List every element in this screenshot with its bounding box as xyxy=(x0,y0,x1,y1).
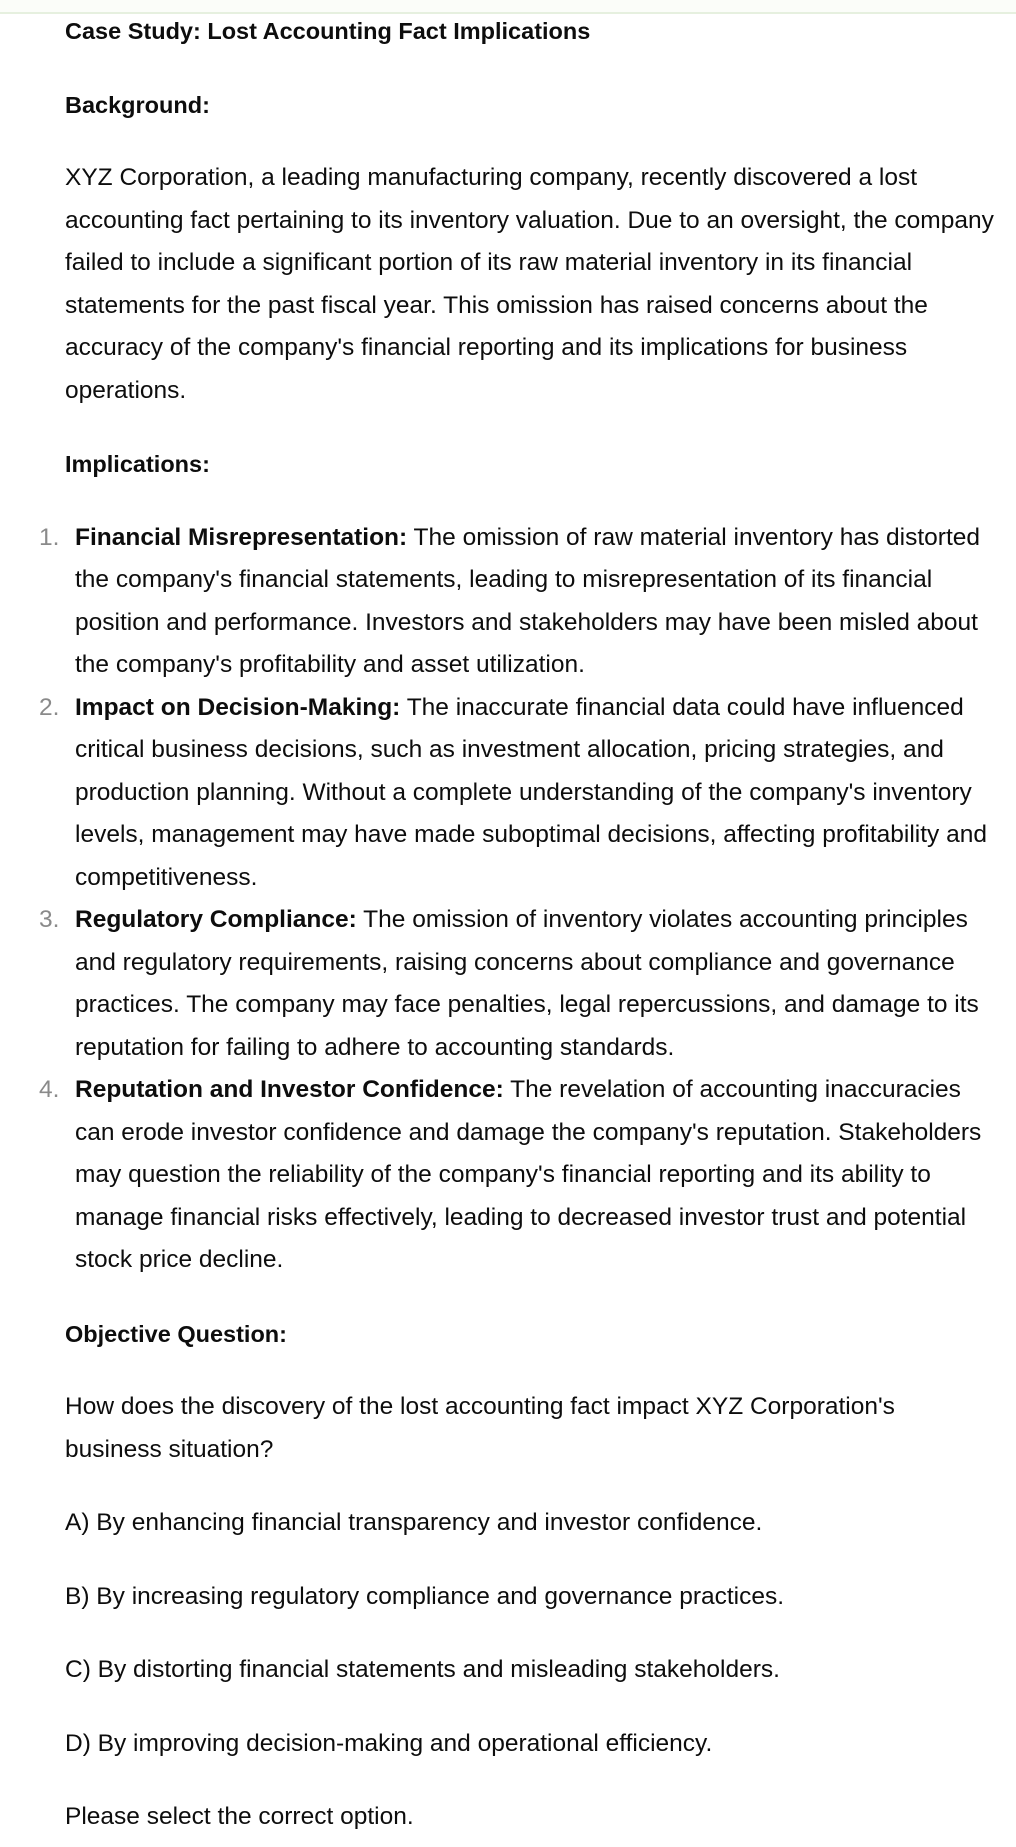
option-b: B) By increasing regulatory compliance and governance practices. xyxy=(65,1582,785,1610)
implication-term: Impact on Decision-Making: xyxy=(75,693,401,721)
question-heading: Objective Question: xyxy=(65,1320,287,1347)
implications-heading: Implications: xyxy=(65,451,210,477)
implication-item xyxy=(39,517,995,687)
option-a: A) By enhancing financial transparency and investor confidence. xyxy=(65,1509,763,1536)
question-text: How does the discovery of the lost accounting fact impact XYZ Corporation's business situation? xyxy=(65,1393,895,1463)
implication-text: The omission of raw material inventory has distorted the company's financial statements, leading to misrepresentation of its financial position and performance. Investors and stakeholders may have been misled about the company's profitability and asset utilization. xyxy=(75,523,981,678)
implication-text: The omission of inventory violates accounting principles and regulatory requirements, raising concerns about compliance and governance practices. The company may face penalties, legal repercussions, and damage to its reputation for failing to adhere to accounting standards. xyxy=(75,906,979,1061)
option-d: D) By improving decision-making and operational efficiency. xyxy=(65,1729,713,1757)
message-content xyxy=(39,10,995,1839)
implication-text: The revelation of accounting inaccuracies can erode investor confidence and damage the company's reputation. Stakeholders may question the reliability of the company's financial reporting and its ability to manage financial risks effectively, leading to decreased investor trust and potential stock price decline. xyxy=(75,1076,982,1273)
option-c: C) By distorting financial statements and misleading stakeholders. xyxy=(65,1656,780,1683)
list-number: 3. xyxy=(39,906,60,933)
selection-prompt: Please select the correct option. xyxy=(65,1803,414,1830)
implication-item xyxy=(39,899,995,1069)
implications-list xyxy=(39,517,995,1282)
background-paragraph: XYZ Corporation, a leading manufacturing company, recently discovered a lost accounting fact pertaining to its inventory valuation. Due to an oversight, the company failed to include a significant portion of its raw material inventory in its financial statements for the past fiscal year. This omission has raised concerns about the accuracy of the company's financial reporting and its implications for business operations. xyxy=(65,164,994,404)
implication-item xyxy=(39,1069,995,1282)
implication-term: Financial Misrepresentation: xyxy=(75,523,408,551)
implication-item xyxy=(39,687,995,900)
list-number: 2. xyxy=(39,693,60,721)
list-number: 4. xyxy=(39,1076,60,1103)
list-number: 1. xyxy=(39,523,60,551)
case-study-title: Case Study: Lost Accounting Fact Implications xyxy=(65,18,591,44)
implication-term: Regulatory Compliance: xyxy=(75,906,357,933)
implication-term: Reputation and Investor Confidence: xyxy=(75,1076,504,1103)
implication-text: The inaccurate financial data could have influenced critical business decisions, such as investment allocation, pricing strategies, and production planning. Without a complete understanding of the company's inventory levels, management may have made suboptimal decisions, affecting profitability and competitiveness. xyxy=(75,693,987,891)
background-heading: Background: xyxy=(65,91,210,118)
